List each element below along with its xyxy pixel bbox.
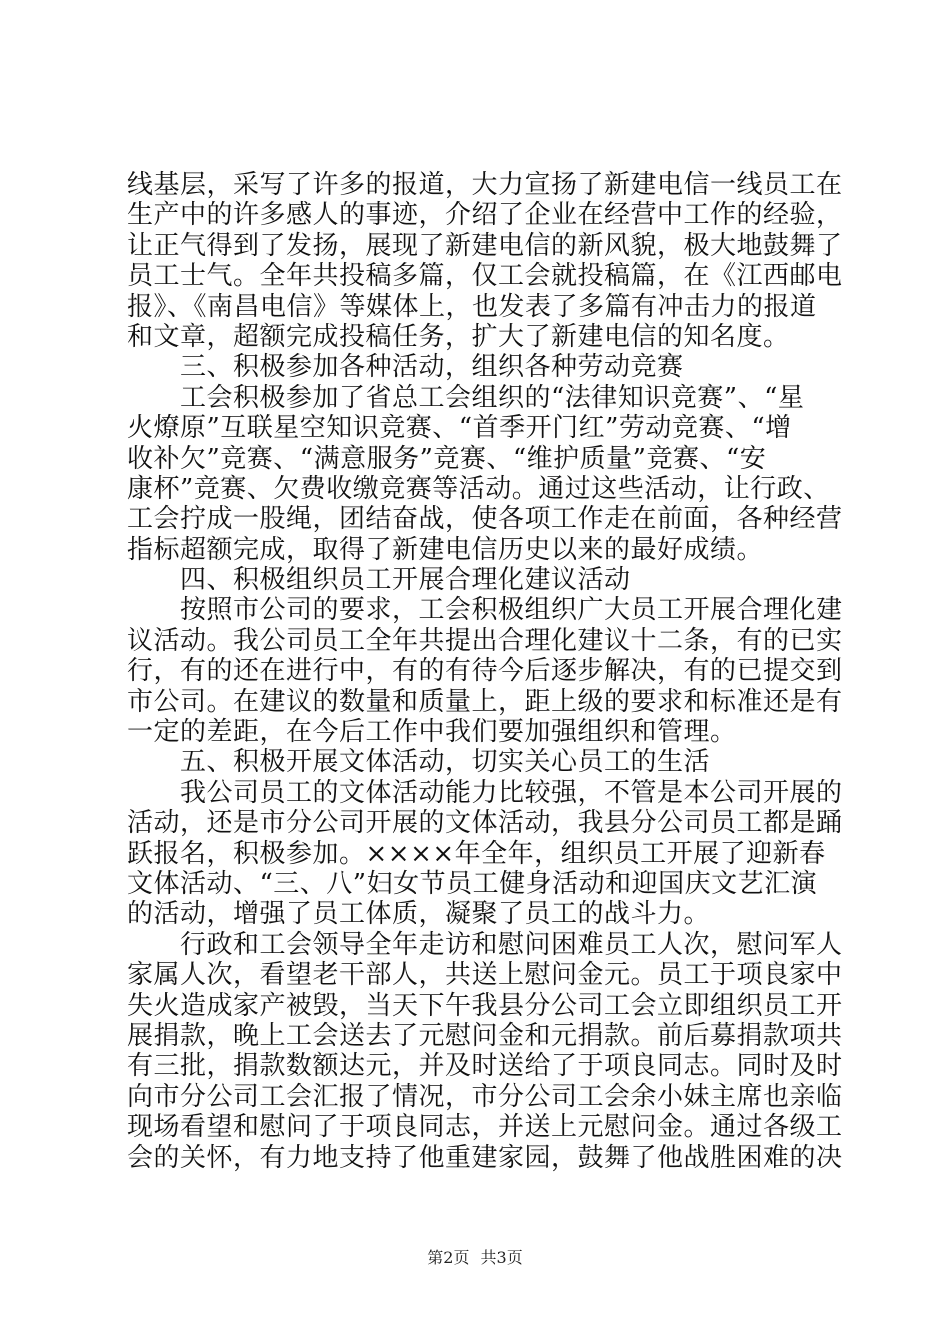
text-line: 按照市公司的要求，工会积极组织广大员工开展合理化建 [127, 595, 843, 626]
text-line: 和文章，超额完成投稿任务，扩大了新建电信的知名度。 [127, 321, 790, 352]
section-heading: 三、积极参加各种活动，组织各种劳动竞赛 [127, 352, 684, 383]
text-line: 市公司。在建议的数量和质量上，距上级的要求和标准还是有 [127, 686, 843, 717]
text-line: 失火造成家产被毁，当天下午我县分公司工会立即组织员工开 [127, 990, 843, 1021]
text-line: 一定的差距，在今后工作中我们要加强组织和管理。 [127, 717, 737, 748]
text-line: 报》、《南昌电信》等媒体上，也发表了多篇有冲击力的报道 [127, 291, 817, 322]
document-body [127, 170, 843, 1173]
text-line: 跃报名，积极参加。××××年全年，组织员工开展了迎新春 [127, 838, 826, 869]
text-line: 文体活动、“三、八”妇女节员工健身活动和迎国庆文艺汇演 [127, 868, 818, 899]
text-line: 生产中的许多感人的事迹，介绍了企业在经营中工作的经验， [127, 200, 843, 231]
section-heading: 四、积极组织员工开展合理化建议活动 [127, 565, 631, 596]
text-line: 火燎原”互联星空知识竞赛、“首季开门红”劳动竞赛、“增 [127, 413, 792, 444]
text-line: 线基层，采写了许多的报道，大力宣扬了新建电信一线员工在 [127, 170, 843, 200]
text-line: 员工士气。全年共投稿多篇，仅工会就投稿篇，在《江西邮电 [127, 261, 843, 292]
text-line: 工会拧成一股绳，团结奋战，使各项工作走在前面，各种经营 [127, 504, 843, 535]
text-line: 收补欠”竞赛、“满意服务”竞赛、“维护质量”竞赛、“安 [127, 443, 767, 474]
text-line: 展捐款，晚上工会送去了元慰问金和元捐款。前后募捐款项共 [127, 1020, 843, 1051]
text-line: 有三批，捐款数额达元，并及时送给了于项良同志。同时及时 [127, 1051, 843, 1082]
text-line: 向市分公司工会汇报了情况，市分公司工会余小妹主席也亲临 [127, 1081, 843, 1112]
page-number: 第2页 [427, 1248, 470, 1267]
text-line: 家属人次，看望老干部人，共送上慰问金元。员工于项良家中 [127, 960, 843, 991]
text-line: 议活动。我公司员工全年共提出合理化建议十二条，有的已实 [127, 625, 843, 656]
page-total: 共3页 [480, 1248, 523, 1267]
text-line: 康杯”竞赛、欠费收缴竞赛等活动。通过这些活动，让行政、 [127, 473, 830, 504]
text-line: 会的关怀，有力地支持了他重建家园，鼓舞了他战胜困难的决 [127, 1142, 843, 1173]
text-line: 的活动，增强了员工体质，凝聚了员工的战斗力。 [127, 899, 711, 930]
text-line: 我公司员工的文体活动能力比较强，不管是本公司开展的 [127, 777, 843, 808]
text-line: 工会积极参加了省总工会组织的“法律知识竞赛”、“星 [127, 382, 805, 413]
text-line: 行，有的还在进行中，有的有待今后逐步解决，有的已提交到 [127, 656, 843, 687]
section-heading: 五、积极开展文体活动，切实关心员工的生活 [127, 747, 711, 778]
text-line: 活动，还是市分公司开展的文体活动，我县分公司员工都是踊 [127, 808, 843, 839]
text-line: 现场看望和慰问了于项良同志，并送上元慰问金。通过各级工 [127, 1112, 843, 1143]
text-line: 行政和工会领导全年走访和慰问困难员工人次，慰问军人 [127, 929, 843, 960]
text-line: 指标超额完成，取得了新建电信历史以来的最好成绩。 [127, 534, 764, 565]
text-line: 让正气得到了发扬，展现了新建电信的新风貌，极大地鼓舞了 [127, 230, 843, 261]
page-footer [0, 1248, 950, 1268]
